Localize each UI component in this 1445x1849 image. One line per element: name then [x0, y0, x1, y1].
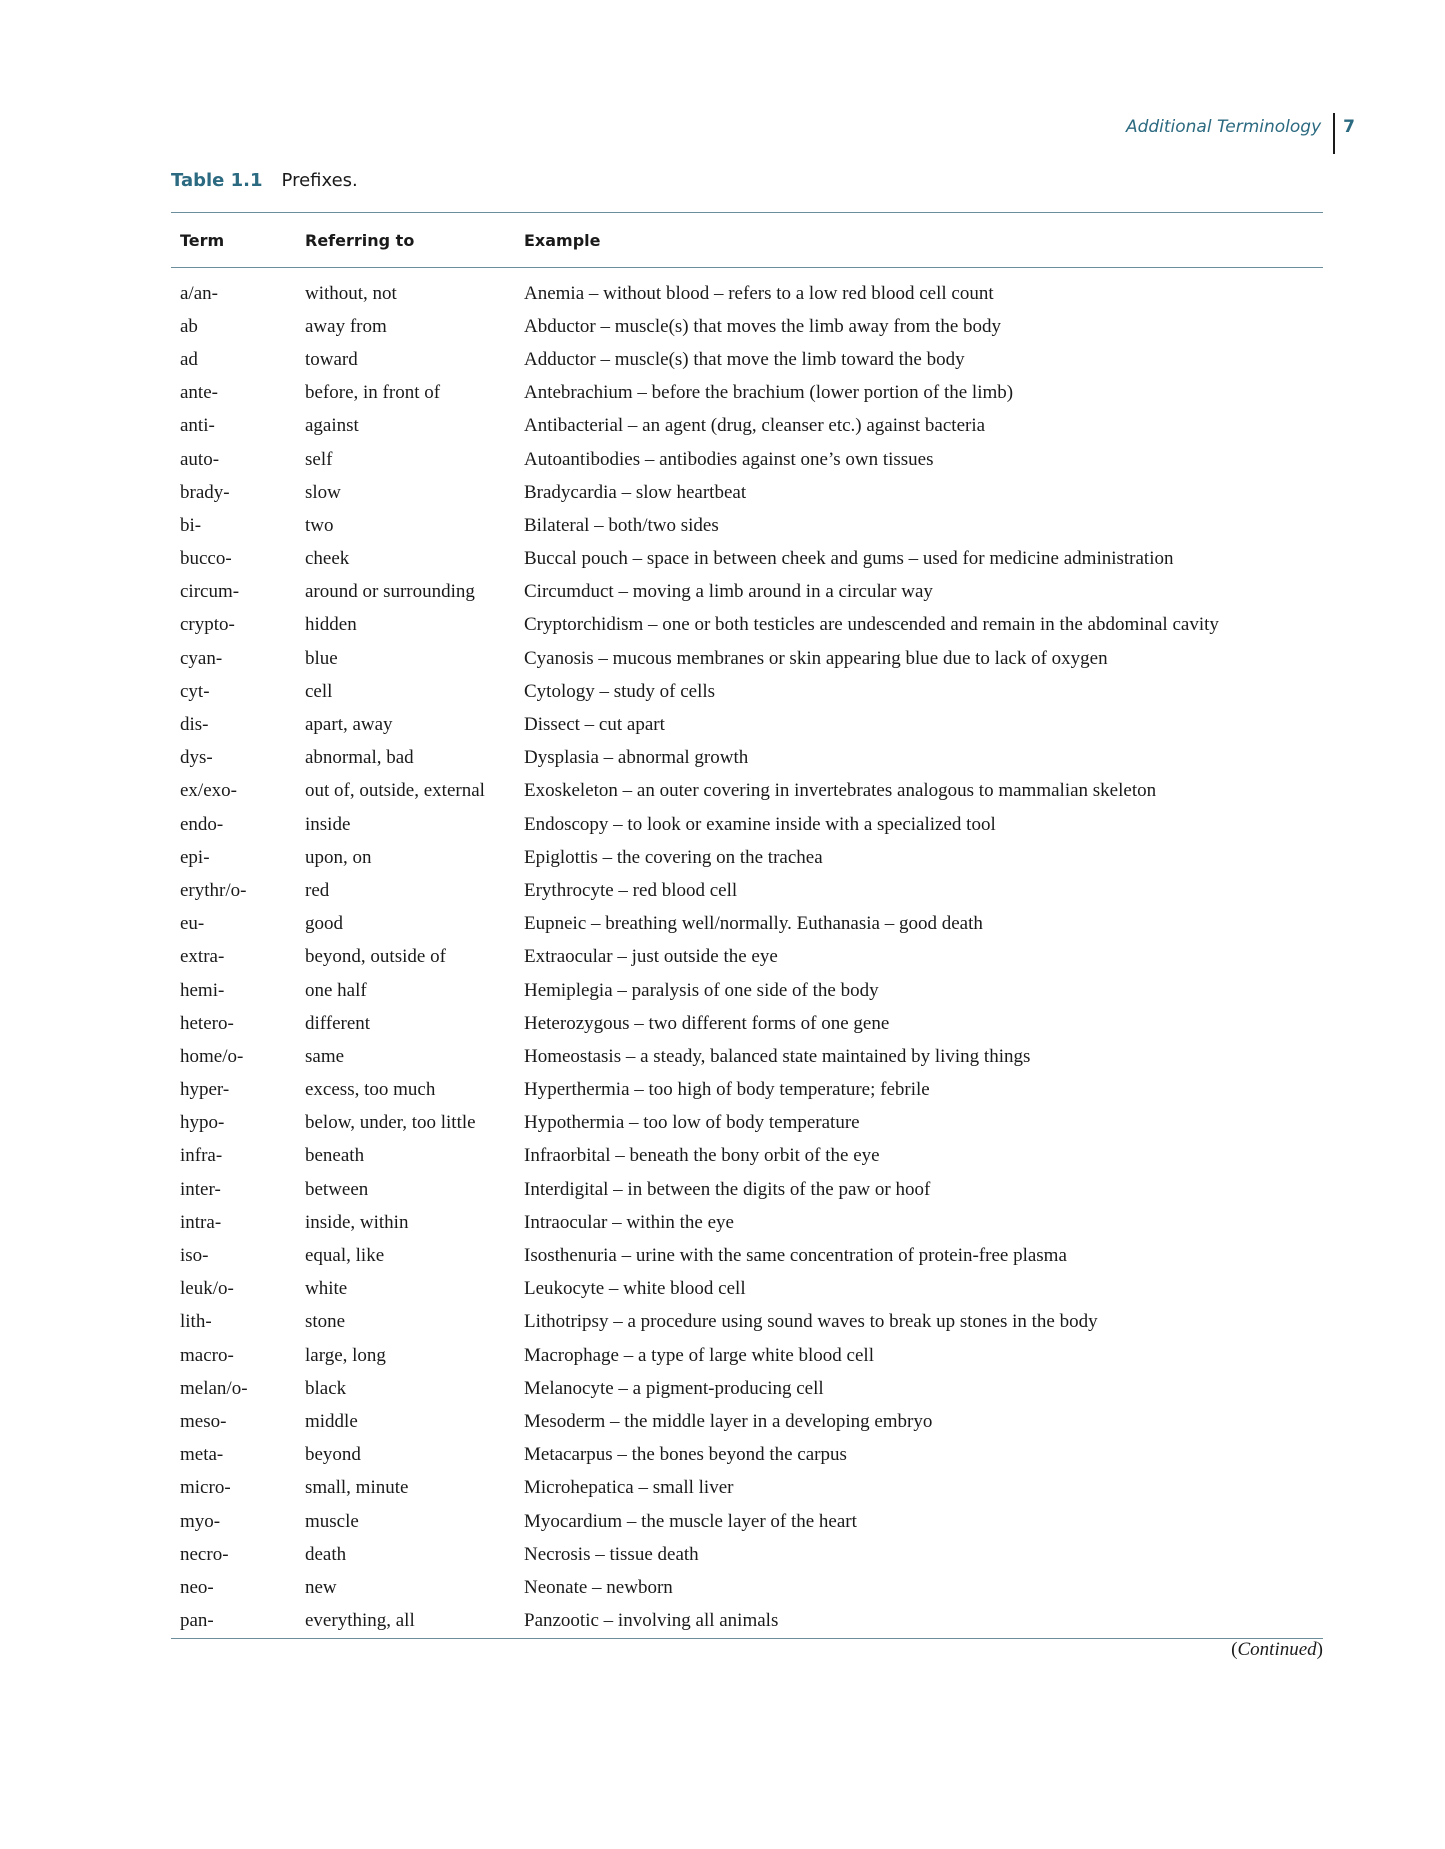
cell-example: Epiglottis – the covering on the trachea	[524, 846, 823, 868]
cell-example: Hyperthermia – too high of body temperature; febrile	[524, 1079, 930, 1101]
running-header	[1126, 113, 1355, 154]
cell-referring-to: between	[305, 1178, 369, 1200]
table-row	[171, 576, 1323, 609]
cell-example: Lithotripsy – a procedure using sound waves to break up stones in the body	[524, 1311, 1098, 1333]
cell-referring-to: inside, within	[305, 1211, 409, 1233]
cell-example: Cryptorchidism – one or both testicles are undescended and remain in the abdominal cavity	[524, 614, 1219, 636]
prefixes-table	[171, 212, 1323, 1639]
cell-term: lith-	[180, 1311, 212, 1333]
cell-term: circum-	[180, 581, 240, 603]
cell-term: endo-	[180, 813, 224, 835]
table-row	[171, 343, 1323, 376]
cell-example: Dysplasia – abnormal growth	[524, 747, 749, 769]
table-row	[171, 1571, 1323, 1604]
cell-referring-to: around or surrounding	[305, 581, 475, 603]
cell-referring-to: away from	[305, 315, 387, 337]
cell-term: melan/o-	[180, 1377, 248, 1399]
cell-term: meso-	[180, 1410, 227, 1432]
cell-example: Abductor – muscle(s) that moves the limb away from the body	[524, 315, 1002, 337]
continued-open-paren: (	[1231, 1639, 1238, 1660]
cell-example: Microhepatica – small liver	[524, 1477, 734, 1499]
cell-term: cyt-	[180, 680, 210, 702]
page-number: 7	[1343, 117, 1355, 137]
cell-term: meta-	[180, 1444, 224, 1466]
cell-referring-to: below, under, too little	[305, 1112, 476, 1134]
cell-referring-to: death	[305, 1543, 347, 1565]
cell-referring-to: cell	[305, 680, 333, 702]
cell-term: bi-	[180, 514, 202, 536]
table-row	[171, 1405, 1323, 1438]
cell-referring-to: blue	[305, 647, 338, 669]
table-row	[171, 1439, 1323, 1472]
table-row	[171, 1107, 1323, 1140]
cell-term: auto-	[180, 448, 220, 470]
cell-term: micro-	[180, 1477, 231, 1499]
table-row	[171, 808, 1323, 841]
table-row	[171, 476, 1323, 509]
cell-referring-to: abnormal, bad	[305, 747, 414, 769]
cell-referring-to: out of, outside, external	[305, 780, 485, 802]
cell-example: Adductor – muscle(s) that move the limb toward the body	[524, 348, 965, 370]
cell-term: erythr/o-	[180, 879, 247, 901]
cell-example: Hypothermia – too low of body temperature	[524, 1112, 860, 1134]
header-term: Term	[180, 230, 225, 250]
cell-example: Neonate – newborn	[524, 1576, 673, 1598]
cell-term: intra-	[180, 1211, 222, 1233]
cell-term: necro-	[180, 1543, 229, 1565]
cell-example: Heterozygous – two different forms of one gene	[524, 1012, 890, 1034]
table-header-row	[171, 213, 1323, 267]
cell-term: cyan-	[180, 647, 223, 669]
cell-referring-to: cheek	[305, 548, 350, 570]
cell-term: a/an-	[180, 282, 218, 304]
table-row	[171, 1505, 1323, 1538]
cell-term: leuk/o-	[180, 1278, 234, 1300]
cell-referring-to: beneath	[305, 1145, 365, 1167]
table-row	[171, 1472, 1323, 1505]
cell-term: dys-	[180, 747, 213, 769]
cell-referring-to: before, in front of	[305, 382, 441, 404]
cell-term: ante-	[180, 382, 218, 404]
cell-term: hypo-	[180, 1112, 225, 1134]
cell-example: Necrosis – tissue death	[524, 1543, 699, 1565]
table-row	[171, 1173, 1323, 1206]
cell-referring-to: slow	[305, 481, 341, 503]
cell-term: neo-	[180, 1576, 214, 1598]
table-row	[171, 708, 1323, 741]
cell-referring-to: without, not	[305, 282, 397, 304]
running-title: Additional Terminology	[1125, 117, 1322, 137]
table-row	[171, 1372, 1323, 1405]
cell-example: Antibacterial – an agent (drug, cleanser etc.) against bacteria	[524, 415, 986, 437]
cell-referring-to: beyond, outside of	[305, 946, 446, 968]
cell-example: Metacarpus – the bones beyond the carpus	[524, 1444, 847, 1466]
cell-referring-to: red	[305, 879, 330, 901]
cell-example: Panzootic – involving all animals	[524, 1610, 779, 1632]
table-row	[171, 1538, 1323, 1571]
cell-referring-to: middle	[305, 1410, 358, 1432]
table-row	[171, 974, 1323, 1007]
table-row	[171, 1206, 1323, 1239]
table-row	[171, 1074, 1323, 1107]
cell-term: epi-	[180, 846, 210, 868]
cell-referring-to: small, minute	[305, 1477, 409, 1499]
table-row	[171, 1140, 1323, 1173]
cell-referring-to: same	[305, 1045, 345, 1067]
table-body	[171, 268, 1323, 1638]
cell-term: home/o-	[180, 1045, 244, 1067]
cell-referring-to: one half	[305, 979, 367, 1001]
cell-term: myo-	[180, 1510, 221, 1532]
table-row	[171, 1605, 1323, 1638]
cell-term: macro-	[180, 1344, 234, 1366]
table-row	[171, 742, 1323, 775]
cell-referring-to: against	[305, 415, 359, 437]
continued-note	[1231, 1639, 1323, 1661]
cell-term: inter-	[180, 1178, 221, 1200]
cell-referring-to: self	[305, 448, 333, 470]
cell-example: Bradycardia – slow heartbeat	[524, 481, 747, 503]
continued-close-paren: )	[1316, 1639, 1323, 1660]
cell-referring-to: beyond	[305, 1444, 361, 1466]
cell-referring-to: everything, all	[305, 1610, 415, 1632]
table-row	[171, 1273, 1323, 1306]
table-row	[171, 410, 1323, 443]
cell-term: anti-	[180, 415, 215, 437]
table-row	[171, 543, 1323, 576]
cell-term: eu-	[180, 913, 205, 935]
cell-referring-to: stone	[305, 1311, 346, 1333]
cell-example: Circumduct – moving a limb around in a circular way	[524, 581, 933, 603]
cell-referring-to: muscle	[305, 1510, 359, 1532]
cell-term: bucco-	[180, 548, 232, 570]
cell-example: Dissect – cut apart	[524, 714, 665, 736]
cell-referring-to: white	[305, 1278, 348, 1300]
table-row	[171, 775, 1323, 808]
cell-term: iso-	[180, 1245, 209, 1267]
table-row	[171, 1040, 1323, 1073]
table-row	[171, 874, 1323, 907]
cell-example: Cytology – study of cells	[524, 680, 716, 702]
table-row	[171, 908, 1323, 941]
cell-example: Intraocular – within the eye	[524, 1211, 734, 1233]
cell-example: Infraorbital – beneath the bony orbit of the eye	[524, 1145, 880, 1167]
cell-example: Isosthenuria – urine with the same concentration of protein-free plasma	[524, 1245, 1067, 1267]
cell-example: Mesoderm – the middle layer in a developing embryo	[524, 1410, 933, 1432]
table-row	[171, 377, 1323, 410]
cell-referring-to: two	[305, 514, 334, 536]
cell-example: Cyanosis – mucous membranes or skin appearing blue due to lack of oxygen	[524, 647, 1108, 669]
table-row	[171, 675, 1323, 708]
cell-referring-to: apart, away	[305, 714, 393, 736]
cell-referring-to: different	[305, 1012, 371, 1034]
continued-label: Continued	[1237, 1639, 1317, 1660]
cell-term: brady-	[180, 481, 230, 503]
header-example: Example	[524, 230, 601, 250]
cell-referring-to: large, long	[305, 1344, 386, 1366]
table-row	[171, 1007, 1323, 1040]
cell-example: Bilateral – both/two sides	[524, 514, 719, 536]
cell-example: Eupneic – breathing well/normally. Euthanasia – good death	[524, 913, 983, 935]
cell-example: Autoantibodies – antibodies against one’s own tissues	[524, 448, 934, 470]
table-row	[171, 509, 1323, 542]
cell-referring-to: equal, like	[305, 1245, 385, 1267]
table-title: Prefixes.	[281, 170, 358, 191]
cell-example: Homeostasis – a steady, balanced state maintained by living things	[524, 1045, 1031, 1067]
cell-example: Hemiplegia – paralysis of one side of the body	[524, 979, 879, 1001]
table-row	[171, 310, 1323, 343]
cell-term: extra-	[180, 946, 225, 968]
cell-term: ad	[180, 348, 198, 370]
cell-example: Antebrachium – before the brachium (lower portion of the limb)	[524, 382, 1014, 404]
cell-example: Leukocyte – white blood cell	[524, 1278, 746, 1300]
table-row	[171, 443, 1323, 476]
table-row	[171, 941, 1323, 974]
cell-example: Melanocyte – a pigment-producing cell	[524, 1377, 824, 1399]
cell-referring-to: hidden	[305, 614, 357, 636]
cell-term: hyper-	[180, 1079, 230, 1101]
cell-term: infra-	[180, 1145, 223, 1167]
cell-example: Endoscopy – to look or examine inside with a specialized tool	[524, 813, 996, 835]
cell-referring-to: new	[305, 1576, 337, 1598]
table-row	[171, 841, 1323, 874]
cell-term: dis-	[180, 714, 209, 736]
cell-term: hetero-	[180, 1012, 234, 1034]
header-referring-to: Referring to	[305, 230, 415, 250]
table-row	[171, 642, 1323, 675]
table-row	[171, 1339, 1323, 1372]
cell-referring-to: black	[305, 1377, 347, 1399]
table-bottom-rule	[171, 1638, 1323, 1639]
table-row	[171, 1239, 1323, 1272]
cell-term: hemi-	[180, 979, 225, 1001]
cell-referring-to: excess, too much	[305, 1079, 436, 1101]
cell-term: pan-	[180, 1610, 214, 1632]
cell-example: Interdigital – in between the digits of the paw or hoof	[524, 1178, 931, 1200]
cell-term: crypto-	[180, 614, 235, 636]
cell-example: Erythrocyte – red blood cell	[524, 879, 738, 901]
cell-referring-to: upon, on	[305, 846, 372, 868]
table-row	[171, 277, 1323, 310]
table-row	[171, 1306, 1323, 1339]
cell-example: Myocardium – the muscle layer of the heart	[524, 1510, 857, 1532]
cell-referring-to: good	[305, 913, 343, 935]
cell-referring-to: inside	[305, 813, 351, 835]
cell-example: Macrophage – a type of large white blood cell	[524, 1344, 874, 1366]
cell-example: Buccal pouch – space in between cheek and gums – used for medicine administration	[524, 548, 1174, 570]
table-caption	[171, 170, 358, 191]
table-row	[171, 609, 1323, 642]
table-label: Table 1.1	[171, 170, 263, 191]
header-divider	[1333, 113, 1335, 154]
cell-example: Anemia – without blood – refers to a low red blood cell count	[524, 282, 994, 304]
cell-example: Exoskeleton – an outer covering in invertebrates analogous to mammalian skeleton	[524, 780, 1157, 802]
cell-term: ab	[180, 315, 198, 337]
cell-referring-to: toward	[305, 348, 358, 370]
cell-example: Extraocular – just outside the eye	[524, 946, 778, 968]
cell-term: ex/exo-	[180, 780, 237, 802]
